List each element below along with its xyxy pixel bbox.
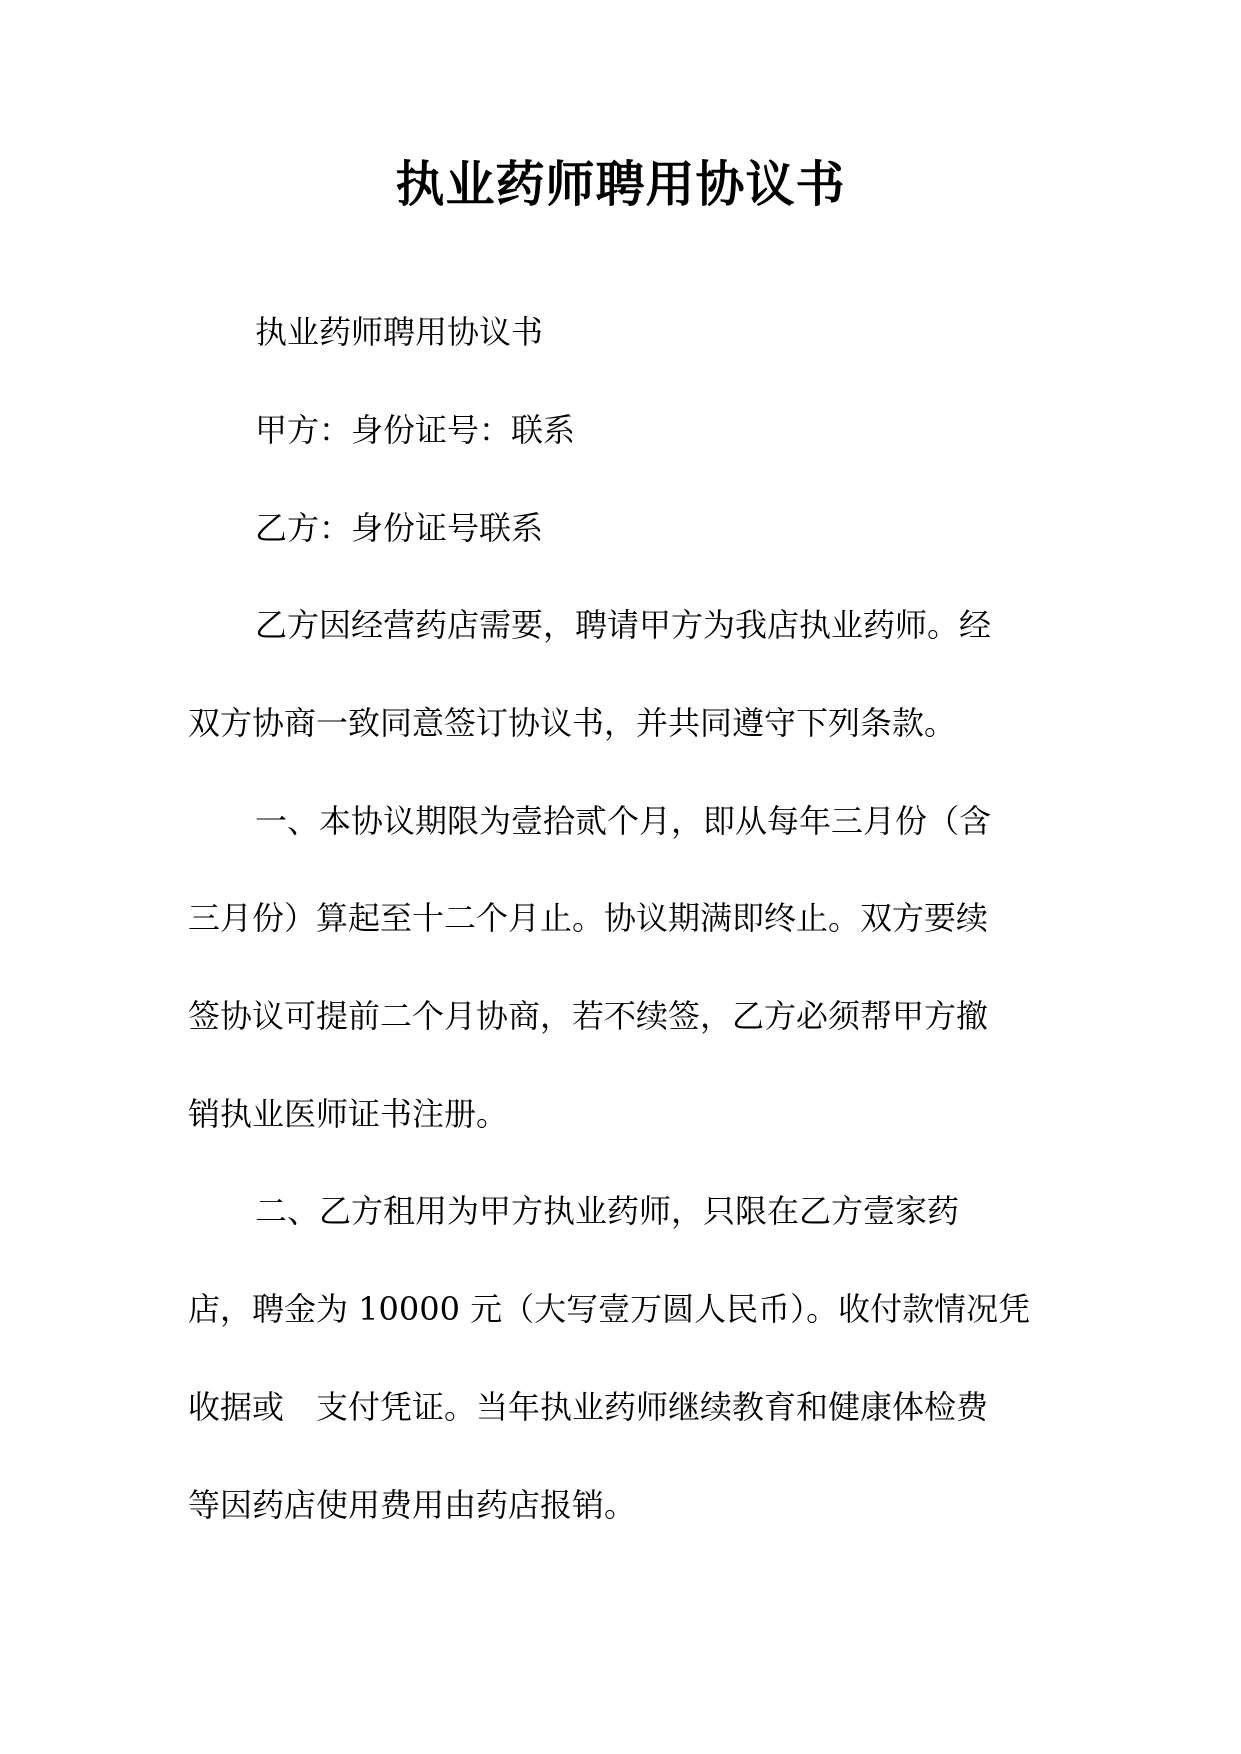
paragraph-intro-line-1: 乙方因经营药店需要，聘请甲方为我店执业药师。经: [255, 606, 992, 644]
clause-2-line-4: 等因药店使用费用由药店报销。: [188, 1486, 637, 1524]
party-b-line: 乙方：身份证号联系: [255, 509, 544, 547]
subtitle-line: 执业药师聘用协议书: [255, 313, 544, 351]
clause-1-line-2: 三月份）算起至十二个月止。协议期满即终止。双方要续: [188, 899, 989, 937]
document-title: 执业药师聘用协议书: [395, 156, 846, 213]
party-a-line: 甲方：身份证号：联系: [255, 411, 576, 449]
clause-1-line-3: 签协议可提前二个月协商，若不续签，乙方必须帮甲方撤: [188, 997, 989, 1035]
clause-1-line-4: 销执业医师证书注册。: [188, 1095, 509, 1133]
clause-2-line-2: 店，聘金为 10000 元（大写壹万圆人民币）。收付款情况凭: [188, 1290, 1031, 1328]
clause-2-line-3: 收据或 支付凭证。当年执业药师继续教育和健康体检费: [188, 1388, 989, 1426]
paragraph-intro-line-2: 双方协商一致同意签订协议书，并共同遵守下列条款。: [188, 704, 957, 742]
clause-1-line-1: 一、本协议期限为壹拾贰个月，即从每年三月份（含: [255, 802, 992, 840]
clause-2-line-1: 二、乙方租用为甲方执业药师，只限在乙方壹家药: [255, 1192, 960, 1230]
